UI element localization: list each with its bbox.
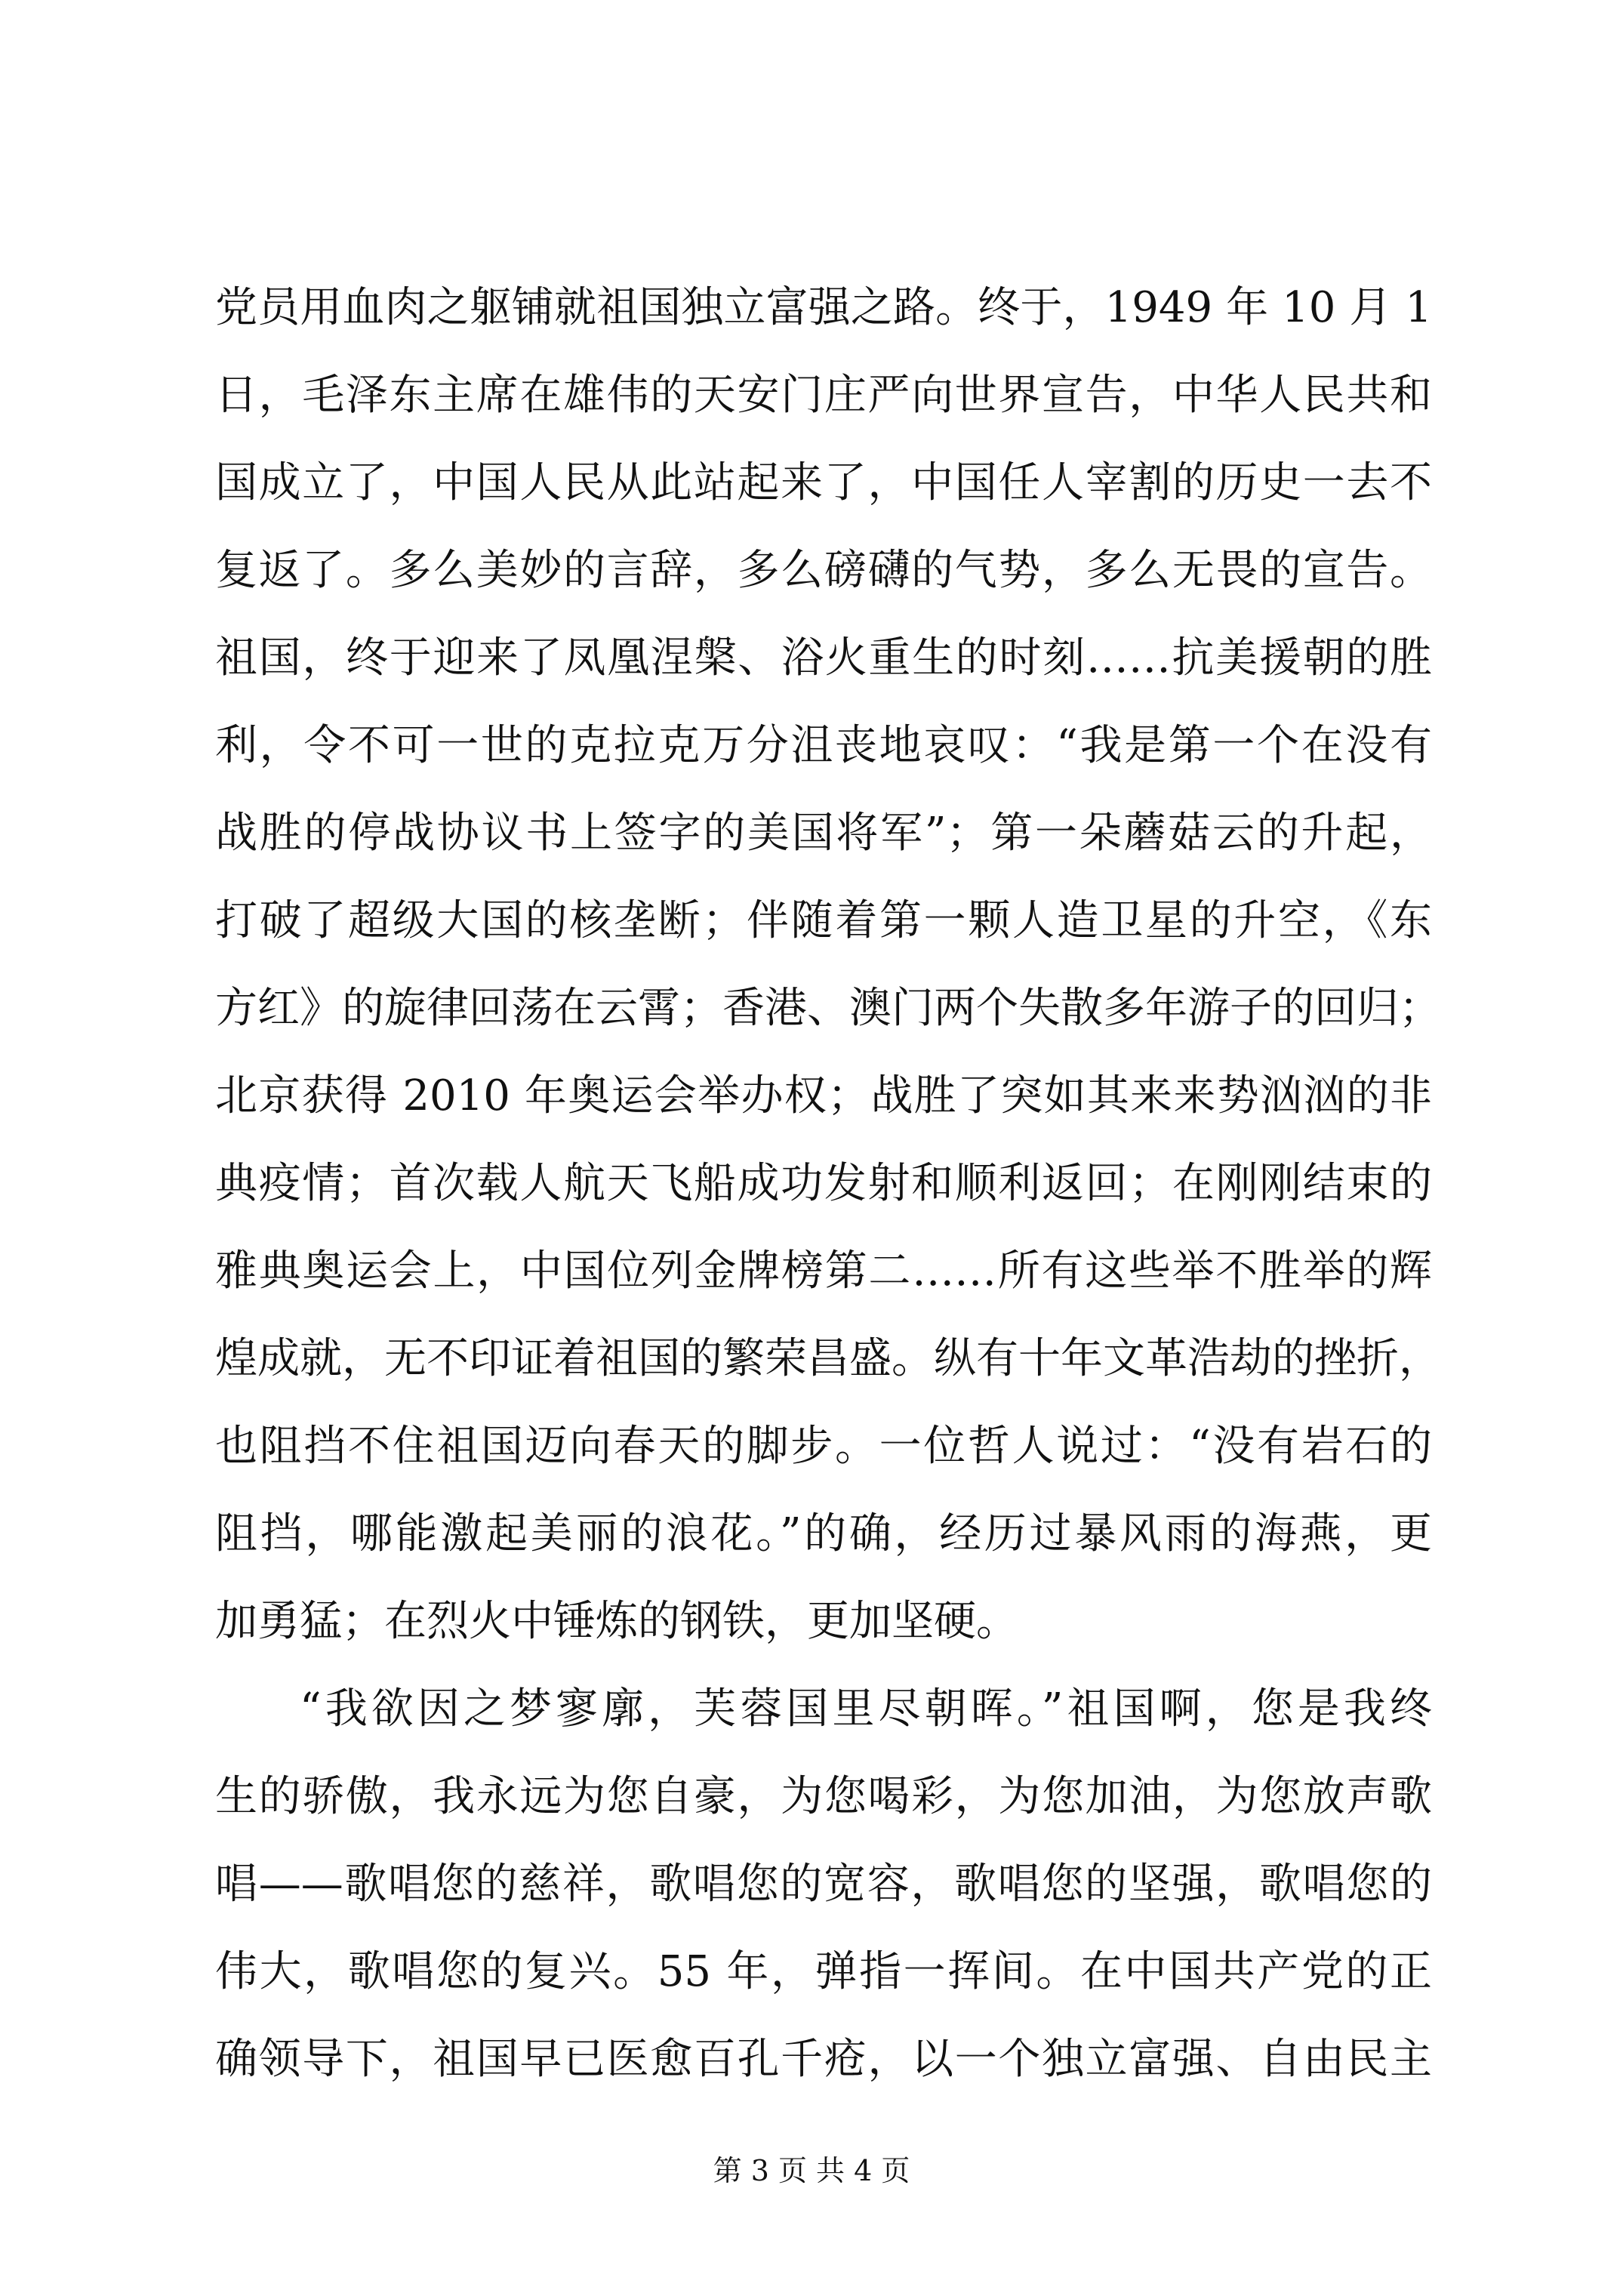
text-line: 雅典奥运会上，中国位列金牌榜第二……所有这些举不胜举的辉 — [215, 1247, 1432, 1296]
text-line: 复返了。多么美妙的言辞，多么磅礴的气势，多么无畏的宣告。 — [215, 546, 1432, 595]
page-number-footer: 第 3 页 共 4 页 — [713, 2154, 910, 2187]
text-line: 国成立了，中国人民从此站起来了，中国任人宰割的历史一去不 — [215, 458, 1432, 507]
text-line: 阻挡，哪能激起美丽的浪花。”的确，经历过暴风雨的海燕，更 — [215, 1509, 1432, 1558]
text-line: 方红》的旋律回荡在云霄；香港、澳门两个失散多年游子的回归； — [215, 984, 1441, 1033]
text-line: 伟大，歌唱您的复兴。55 年，弹指一挥间。在中国共产党的正 — [215, 1947, 1432, 1996]
text-line: 煌成就，无不印证着祖国的繁荣昌盛。纵有十年文革浩劫的挫折， — [215, 1334, 1441, 1383]
text-line: 也阻挡不住祖国迈向春天的脚步。一位哲人说过：“没有岩石的 — [215, 1422, 1432, 1471]
text-line: 生的骄傲，我永远为您自豪，为您喝彩，为您加油，为您放声歌 — [215, 1772, 1432, 1821]
text-line: 打破了超级大国的核垄断；伴随着第一颗人造卫星的升空，《东 — [215, 896, 1432, 945]
text-line: 确领导下，祖国早已医愈百孔千疮，以一个独立富强、自由民主 — [215, 2035, 1432, 2084]
text-line: 日，毛泽东主席在雄伟的天安门庄严向世界宣告，中华人民共和 — [215, 371, 1432, 420]
text-line: 典疫情；首次载人航天飞船成功发射和顺利返回；在刚刚结束的 — [215, 1159, 1432, 1208]
text-line: 利，令不可一世的克拉克万分沮丧地哀叹：“我是第一个在没有 — [215, 721, 1432, 770]
text-line: 战胜的停战协议书上签字的美国将军”；第一朵蘑菇云的升起， — [215, 809, 1432, 858]
text-line: 北京获得 2010 年奥运会举办权；战胜了突如其来来势汹汹的非 — [215, 1071, 1432, 1120]
body-text — [215, 264, 1441, 2103]
text-line: 祖国，终于迎来了凤凰涅槃、浴火重生的时刻……抗美援朝的胜 — [215, 633, 1432, 683]
paragraph-end-line: 加勇猛；在烈火中锤炼的钢铁，更加坚硬。 — [215, 1597, 1018, 1646]
text-line: 党员用血肉之躯铺就祖国独立富强之路。终于，1949 年 10 月 1 — [215, 283, 1432, 332]
paragraph-start-line: “我欲因之梦寥廓，芙蓉国里尽朝晖。”祖国啊，您是我终 — [300, 1684, 1432, 1734]
text-line: 唱——歌唱您的慈祥，歌唱您的宽容，歌唱您的坚强，歌唱您的 — [215, 1860, 1432, 1909]
